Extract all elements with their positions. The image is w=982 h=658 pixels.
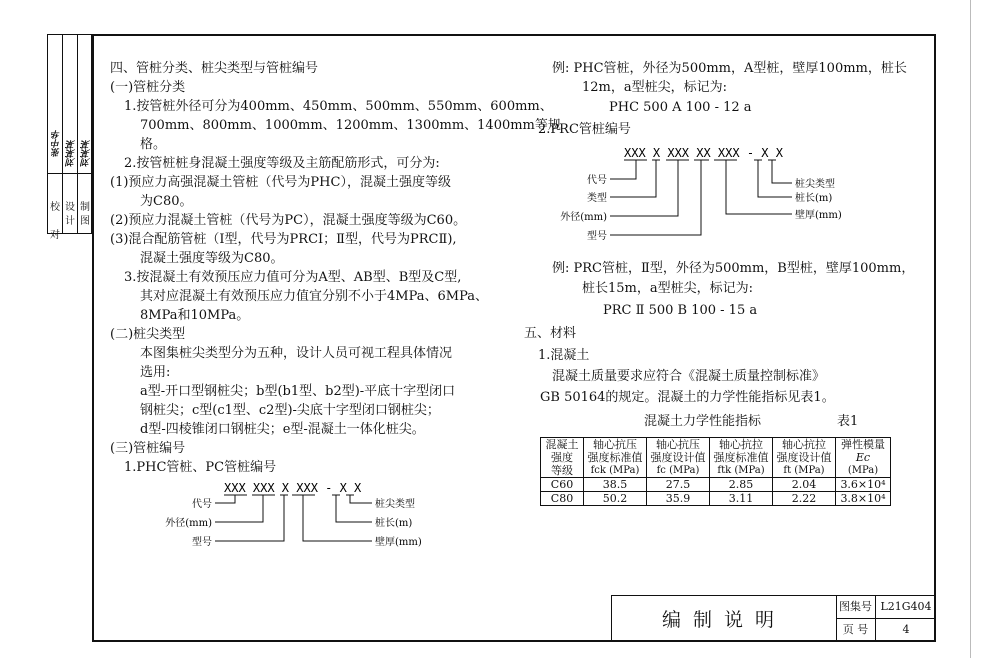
code-label: 桩尖类型 — [795, 179, 835, 190]
approval-sidebar — [47, 34, 92, 241]
text-line: a型-开口型钢桩尖；b型(b1型、b2型)-平底十字型闭口 — [140, 384, 456, 399]
text-line: 为C80。 — [140, 194, 193, 209]
table-header: 轴心抗压 强度设计值 fc (MPa) — [647, 438, 710, 478]
text-line: (3)混合配筋管桩（Ⅰ型，代号为PRCI；Ⅱ型，代号为PRCⅡ), — [110, 232, 457, 247]
text-line: 1.按管桩外径可分为400mm、450mm、500mm、550mm、600mm、 — [124, 99, 553, 114]
table-cell: C60 — [541, 478, 584, 492]
text-line: 桩长15m，a型桩尖，标记为: — [582, 281, 753, 296]
text-line: 8MPa和10MPa。 — [140, 308, 250, 323]
table-cell: 35.9 — [647, 492, 710, 506]
signature: 张中华 — [52, 130, 62, 157]
sidebar-label: 制 — [80, 202, 90, 213]
text-line: 2.按管桩桩身混凝土强度等级及主筋配筋形式，可分为: — [124, 156, 440, 171]
subheading: 1.混凝土 — [538, 348, 590, 363]
table-cell: 2.22 — [773, 492, 836, 506]
section-heading: 五、材料 — [524, 326, 577, 341]
table-header: 混凝土 强度 等级 — [541, 438, 584, 478]
table-cell: 27.5 — [647, 478, 710, 492]
page-number: 4 — [902, 623, 910, 636]
code-label: 外径(mm) — [165, 518, 212, 529]
code-label: 代号 — [587, 175, 607, 186]
code-label: 型号 — [192, 537, 212, 548]
table-cell: 2.04 — [773, 478, 836, 492]
text-line: 钢桩尖；c型(c1型、c2型)-尖底十字型闭口钢桩尖； — [140, 403, 440, 418]
text-line: 例: PHC管桩，外径为500mm，A型桩，壁厚100mm，桩长 — [552, 61, 907, 76]
text-line: 选用: — [140, 365, 171, 380]
table-header: 轴心抗拉 强度设计值 ft (MPa) — [773, 438, 836, 478]
code-label: 桩长(m) — [375, 518, 413, 529]
signature: 刘某某 — [67, 140, 77, 167]
table-cell: 50.2 — [584, 492, 647, 506]
text-line: 1.PHC管桩、PC管桩编号 — [124, 460, 277, 475]
text-line: GB 50164的规定。混凝土的力学性能指标见表1。 — [540, 390, 835, 405]
page-label: 页 号 — [836, 619, 876, 641]
table-cell: 3.8×10⁴ — [836, 492, 891, 506]
sidebar-label: 计 — [65, 216, 75, 227]
document-title: 编制说明 — [612, 596, 837, 641]
sidebar-label: 图 — [80, 216, 90, 227]
code-label: 类型 — [587, 193, 607, 204]
table-number: 表1 — [837, 414, 859, 429]
text-line: 其对应混凝土有效预压应力值宜分别不小于4MPa、6MPa、 — [140, 289, 488, 304]
table-title: 混凝土力学性能指标 — [644, 414, 762, 429]
text-line: 3.按混凝土有效预压应力值可分为A型、AB型、B型及C型, — [124, 270, 462, 285]
table-row — [541, 478, 891, 492]
table-row — [541, 492, 891, 506]
sidebar-label: 校 — [50, 202, 60, 213]
text-line: (1)预应力高强混凝土管桩（代号为PHC），混凝土强度等级 — [110, 175, 451, 190]
code-label: 壁厚(mm) — [375, 537, 422, 548]
code-label: 桩长(m) — [795, 193, 833, 204]
code-example: PHC 500 A 100 - 12 a — [609, 100, 752, 115]
text-line: 700mm、800mm、1000mm、1200mm、1300mm、1400mm等规 — [140, 118, 561, 133]
table-cell: 2.85 — [710, 478, 773, 492]
text-line: 例: PRC管桩，Ⅱ型，外径为500mm，B型桩，壁厚100mm， — [552, 261, 915, 276]
atlas-label: 图集号 — [836, 596, 876, 619]
subheading: (二)桩尖类型 — [110, 327, 186, 342]
subheading: (三)管桩编号 — [110, 441, 186, 456]
table-cell: 3.6×10⁴ — [836, 478, 891, 492]
code-label: 外径(mm) — [560, 212, 607, 223]
table-header-row — [541, 438, 891, 478]
table-cell: 38.5 — [584, 478, 647, 492]
code-example: PRC Ⅱ 500 B 100 - 15 a — [603, 303, 758, 318]
text-line: 格。 — [140, 137, 167, 152]
text-line: 2.PRC管桩编号 — [538, 122, 631, 137]
code-label: 壁厚(mm) — [795, 210, 842, 221]
text-line: 混凝土质量要求应符合《混凝土质量控制标准》 — [552, 369, 826, 384]
prc-code-diagram — [540, 145, 870, 255]
phc-code-diagram — [150, 480, 450, 620]
code-label: 型号 — [587, 231, 607, 242]
sidebar-label: 对 — [50, 230, 60, 241]
sidebar-divider — [48, 173, 91, 174]
subheading: (一)管桩分类 — [110, 80, 186, 95]
table-cell: C80 — [541, 492, 584, 506]
code-label: 代号 — [192, 499, 212, 510]
signature: 刘某某 — [82, 140, 92, 167]
table-header: 弹性模量 Ec (MPa) — [836, 438, 891, 478]
code-string: XXX XXX X XXX - X X — [224, 481, 362, 495]
sidebar-label: 设 — [65, 202, 75, 213]
text-line: 12m，a型桩尖，标记为: — [582, 80, 727, 95]
code-string: XXX X XXX XX XXX - X X — [624, 146, 783, 160]
text-line: (2)预应力混凝土管桩（代号为PC），混凝土强度等级为C60。 — [110, 213, 467, 228]
title-block — [611, 595, 936, 642]
text-line: 混凝土强度等级为C80。 — [140, 251, 284, 266]
code-label: 桩尖类型 — [375, 499, 415, 510]
section-heading: 四、管桩分类、桩尖类型与管桩编号 — [110, 61, 319, 76]
atlas-number: L21G404 — [876, 596, 936, 619]
table-cell: 3.11 — [710, 492, 773, 506]
text-line: 本图集桩尖类型分为五种，设计人员可视工程具体情况 — [140, 346, 453, 361]
table-header: 轴心抗压 强度标准值 fck (MPa) — [584, 438, 647, 478]
text-line: d型-四棱锥闭口钢桩尖；e型-混凝土一体化桩尖。 — [140, 422, 425, 437]
concrete-properties-table — [540, 437, 891, 506]
table-header: 轴心抗拉 强度标准值 ftk (MPa) — [710, 438, 773, 478]
page-edge-line — [970, 0, 971, 658]
